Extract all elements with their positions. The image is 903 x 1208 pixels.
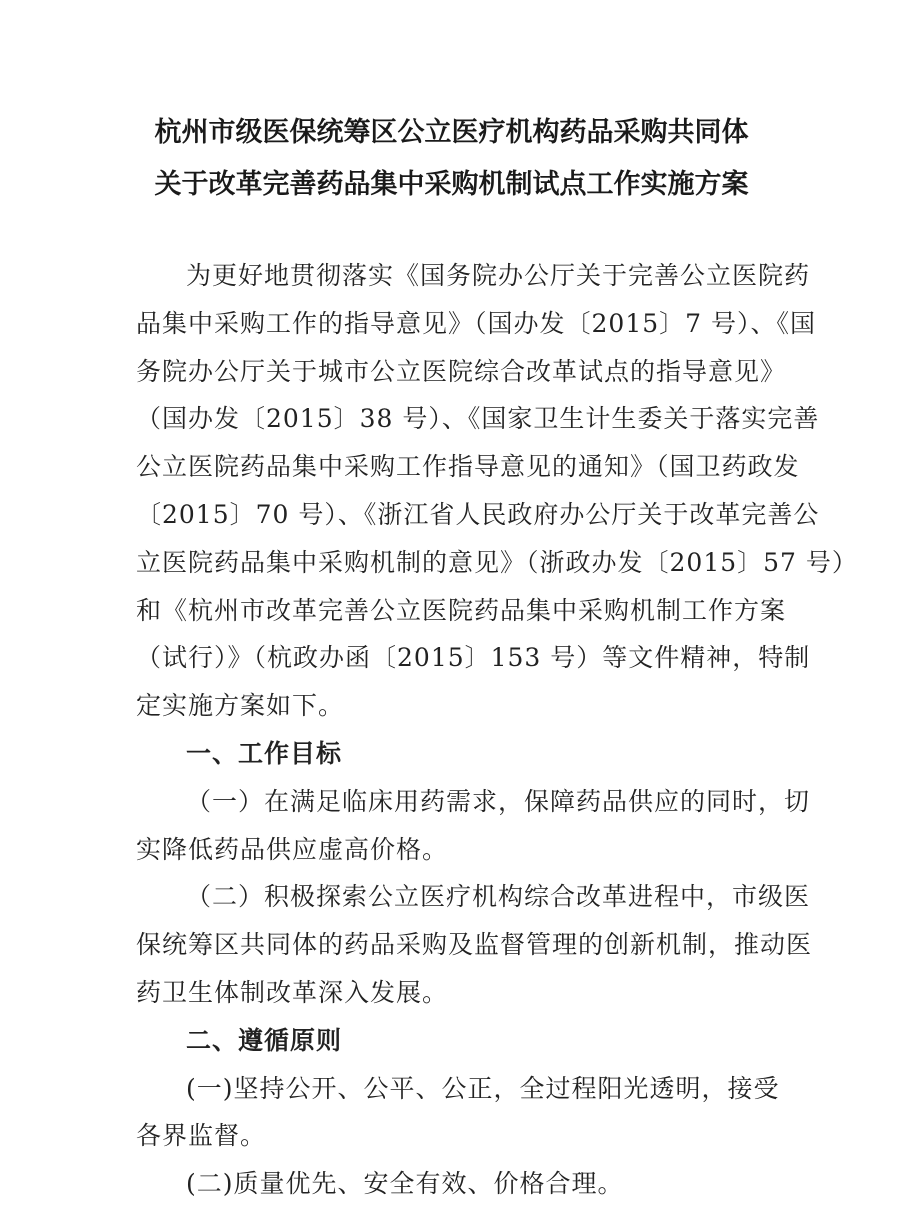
section-heading-goals: 一、工作目标 bbox=[186, 738, 343, 768]
document-body bbox=[136, 252, 858, 1208]
intro-line: 务院办公厅关于城市公立医院综合改革试点的指导意见》 bbox=[136, 356, 787, 386]
goal-item-1-line: （一）在满足临床用药需求，保障药品供应的同时，切 bbox=[186, 786, 811, 816]
goal-item-1-line: 实降低药品供应虚高价格。 bbox=[136, 834, 449, 864]
document-title-line-2: 关于改革完善药品集中采购机制试点工作实施方案 bbox=[154, 169, 749, 200]
goal-item-2-line: （二）积极探索公立医疗机构综合改革进程中，市级医 bbox=[186, 882, 811, 912]
intro-line: 定实施方案如下。 bbox=[136, 691, 345, 721]
goal-item-2-line: 药卫生体制改革深入发展。 bbox=[136, 977, 449, 1007]
intro-line: （国办发〔2015〕38 号）、《国家卫生计生委关于落实完善 bbox=[136, 404, 820, 434]
intro-line: 公立医院药品集中采购工作指导意见的通知》（国卫药政发 bbox=[136, 452, 800, 482]
intro-line: 为更好地贯彻落实《国务院办公厅关于完善公立医院药 bbox=[186, 261, 811, 290]
principle-item-1-line: (一)坚持公开、公平、公正，全过程阳光透明，接受 bbox=[186, 1073, 780, 1103]
intro-line: （试行）》（杭政办函〔2015〕153 号）等文件精神，特制 bbox=[136, 643, 811, 673]
intro-line: 品集中采购工作的指导意见》（国办发〔2015〕7 号）、《国 bbox=[136, 308, 816, 338]
principle-item-1-line: 各界监督。 bbox=[136, 1121, 267, 1151]
principle-item-2-line: (二)质量优先、安全有效、价格合理。 bbox=[186, 1169, 624, 1199]
intro-line: 〔2015〕70 号）、《浙江省人民政府办公厅关于改革完善公 bbox=[136, 499, 820, 529]
intro-line: 立医院药品集中采购机制的意见》（浙政办发〔2015〕57 号） bbox=[136, 547, 858, 577]
section-heading-principles: 二、遵循原则 bbox=[186, 1025, 343, 1055]
intro-line: 和《杭州市改革完善公立医院药品集中采购机制工作方案 bbox=[136, 595, 787, 625]
goal-item-2-line: 保统筹区共同体的药品采购及监督管理的创新机制，推动医 bbox=[136, 930, 813, 960]
document-title-line-1: 杭州市级医保统筹区公立医疗机构药品采购共同体 bbox=[154, 117, 749, 148]
